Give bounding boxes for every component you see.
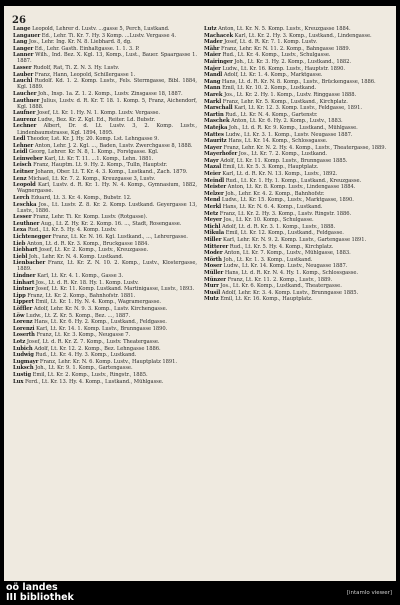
directory-entry: [13, 26, 197, 32]
entry-text: Franz, Lehr. Ti. Kr. Komp. Lustv. (Rotgasse).: [33, 214, 148, 221]
entry-text: Ferd., Lt. Kr. 13. Hy. 4. Komp., Lustkand., Mühlgasse.: [24, 378, 164, 385]
entry-text: Adolf, Lt. Kr. 12. 2. Komp., Bez. Lehngasse 1886.: [34, 345, 161, 352]
directory-entry: [13, 46, 197, 52]
entry-text: Karl, Lt. d. R. Kr. N. 13. Komp., Lustv., 1892.: [222, 171, 338, 178]
entry-text: Emil, Lt. Kr. 5. 3. Komp., Hauptplatz.: [222, 164, 319, 171]
entry-text: Ludw., Lt. Kr. 14. Komp. Lustv., Neugasse 1887.: [223, 263, 348, 270]
entry-name: Lechner: [13, 123, 37, 130]
entry-text: Franz, Lehr. Kr. N. 11. 2. Komp., Bahngasse 1889.: [221, 45, 351, 52]
directory-entry: [13, 319, 197, 325]
entry-text: Franz, Lehr. Kr. N. 6. Komp. Lustv., Hauptplatz 1891.: [39, 358, 177, 365]
entry-text: Michael, Lt. Kr. 7. 2. Komp., Kreuzgasse 3, Lustv.: [28, 175, 156, 182]
entry-text: Karl, Lt. Kr. 4. 1. Komp., Gasse 3.: [37, 273, 124, 280]
entry-text: Emil, Lt. Kr. 12. Komp., Lustkand., Feldgasse.: [225, 230, 344, 237]
entry-name: Mutz: [204, 296, 219, 303]
entry-name: Lichtenegger: [13, 234, 52, 240]
entry-text: Franz, Lt. Kr. 2. Hy. 3. Komp., Lustv. Ringstr. 1886.: [219, 210, 352, 217]
directory-entry: [13, 247, 197, 253]
entry-name: Lutz: [204, 26, 217, 32]
directory-entry: [204, 85, 388, 91]
entry-text: Wilh., Ind. Bez. X. Kgl. 13, Komp., Lust., Bauer. Spaargasse 1. 1887.: [17, 52, 197, 65]
directory-entry: [204, 138, 388, 144]
directory-entry: [13, 214, 197, 220]
directory-entry: [204, 132, 388, 138]
entry-name: Metz: [204, 210, 219, 217]
directory-entry: [13, 286, 197, 292]
entry-name: Lienbacher: [13, 260, 46, 267]
directory-entry: [204, 296, 388, 302]
entry-text: Karl, Lt. Kr. 2. Hy. 3. Komp., Lustkand., Lindengasse.: [234, 32, 372, 39]
entry-name: Mörth: [204, 256, 222, 263]
entry-name: Merkl: [204, 204, 222, 211]
directory-entry: [13, 98, 197, 110]
directory-entry: [13, 293, 197, 299]
entry-text: Joh., Insp. 1a. Z. 1. 2. Komp., Lustv. Zinsgasse 18, 1887.: [38, 90, 183, 97]
entry-text: Anton, Lt. Kr. 6. Hy. 2. Komp., Lustv., 1883.: [231, 118, 343, 125]
entry-name: Mazal: [204, 164, 222, 171]
entry-name: Marek: [204, 91, 223, 98]
entry-text: Joh., Lehr. Kr. N. 4. Komp. Lustkand.: [28, 253, 124, 260]
directory-entry: [204, 112, 388, 118]
entry-text: Franz, Lt. Kr. 11. 2. Komp., Lustv., 1889.: [227, 276, 333, 283]
entry-text: Josef, Lt. d. R. Kr. 7. 1. Komp. Lustv.: [224, 39, 317, 46]
directory-entry: [13, 149, 197, 155]
directory-entry: [13, 254, 197, 260]
entry-name: Leidl: [13, 149, 28, 156]
entry-name: Lorenzi: [13, 325, 35, 332]
directory-entry: [204, 283, 388, 289]
entry-text: Ludw., Lt. Kr. 16. Komp. Lustv., Hauptstr. 1890.: [222, 65, 346, 72]
directory-entry: [204, 230, 388, 236]
directory-entry: [13, 306, 197, 312]
entry-text: Adolf, Lt. Kr. 11. Komp. Lustv., Brunngasse 1885.: [220, 157, 348, 164]
entry-text: Rud., Lt. Kr. 1. Hy. 1. Komp., Lustkand., Kreuzgasse.: [225, 177, 362, 184]
entry-name: Lotz: [13, 339, 26, 345]
entry-text: Georg, Lehrer. Kr. N. 8, 1. Komp., Forstgasse. Kgl.: [28, 149, 159, 156]
entry-name: Liebhart: [13, 247, 38, 254]
entry-text: Rudolf, Rat, Ti. Z. N. 3. Hy. Lustv.: [33, 65, 120, 72]
directory-entry: [204, 59, 388, 65]
entry-text: Ludw., Lt. Kr. 3. 1. Komp., Lustv. Neugasse 1887.: [225, 131, 353, 138]
entry-text: Jos., Lt. Kr. 10. Komp., Schulgasse.: [223, 217, 314, 224]
directory-entry: [204, 66, 388, 72]
entry-name: Mann: [204, 85, 221, 92]
entry-text: Rudolf. Kd. 1. 2. Komp. Lustv., Fels. Stermgasse, Bibl. 1884, Kgl. 1889.: [17, 78, 197, 91]
entry-name: Leuthner: [13, 220, 40, 227]
directory-entry: [13, 52, 197, 64]
entry-name: Markl: [204, 98, 222, 105]
entry-name: Müller: [204, 269, 224, 276]
directory-entry: [204, 118, 388, 124]
right-column: [204, 26, 388, 574]
directory-entry: [13, 65, 197, 71]
entry-name: Leopold: [13, 182, 36, 189]
entry-name: Lange: [13, 26, 31, 32]
entry-text: Johann, Ober. Lt. T. Kr. 4. 3. Komp., Lustkand., Zach. 1879.: [35, 169, 188, 176]
entry-text: Albert, Dr. d. Lt. Lustv. 3, 2. Komp. Lustv., Lindenbaumstrasse, Kgl. 1894, 1895.: [17, 123, 197, 136]
document-page: [4, 6, 396, 581]
entry-name: Leitner: [13, 169, 34, 176]
entry-text: Adolf, Lehr. Kr. 3. 4. Komp. Lustv., Brunngasse 1885.: [221, 289, 359, 296]
directory-entry: [204, 46, 388, 52]
directory-entry: [13, 110, 197, 116]
entry-name: Melzer: [204, 190, 224, 197]
page-number: 26: [12, 15, 26, 26]
entry-text: Rud., Lt. Kr. 4. Hy. 3. Komp., Lustkand.: [35, 352, 137, 359]
directory-entry: [13, 365, 197, 371]
entry-name: Linhart: [13, 279, 35, 286]
entry-text: Franz, Hann, Leopold, Schillergasse 1.: [34, 71, 136, 78]
library-logo[interactable]: [6, 583, 74, 602]
viewer-label: [intamlo viewer]: [346, 590, 392, 596]
entry-name: Mattes: [204, 131, 224, 138]
directory-entry: [13, 143, 197, 149]
entry-name: Murr: [204, 283, 219, 290]
entry-name: Lesser: [13, 214, 32, 221]
entry-name: Leinweber: [13, 155, 43, 162]
directory-entry: [13, 136, 197, 142]
entry-text: Leopold, Lehrer d. Lustv. ...gasse 5, Perch, Lustkand.: [32, 26, 170, 32]
directory-entry: [13, 176, 197, 182]
entry-text: Joh., Lt. Kr. 3. Hy. 2. Komp., Lustkand., 1882.: [234, 58, 351, 65]
directory-entry: [204, 26, 388, 32]
logo-line-2: III bibliothek: [6, 591, 74, 603]
entry-name: Liebl: [13, 253, 28, 260]
entry-text: Jos., Lt. Kr. 2. Hy. 1. Komp., Lustv. Ringgasse 1888.: [224, 91, 357, 98]
entry-name: Lipp: [13, 292, 26, 299]
entry-name: Langer: [13, 45, 34, 52]
entry-text: Josef, Lt. Kr. 11. Komp. Lustkand. Martinigasse, Lustv., 1893.: [35, 286, 195, 293]
directory-entry: [204, 178, 388, 184]
entry-name: Leschka: [13, 201, 37, 208]
directory-entry: [13, 202, 197, 214]
entry-text: Karl, Lt. Kr. 12. 3. Komp. Lustv., Feldgasse, 1891.: [234, 105, 362, 112]
entry-name: Löw: [13, 312, 25, 319]
entry-name: Lustig: [13, 371, 32, 378]
entry-text: Emil, Lt. Kr. 1. Hy. N. 4. Komp., Wagramergasse.: [35, 299, 161, 306]
entry-name: Lanner: [13, 52, 34, 59]
entry-text: Ludw., Lt. Z. Kr. 5. Komp., Bez. ..., 1887.: [26, 312, 131, 319]
directory-entry: [13, 123, 197, 135]
directory-entry: [13, 280, 197, 286]
entry-name: Mauritz: [204, 138, 227, 145]
entry-text: Hans, Lt. d. R. Kr. N. 4. Hy. 1. Komp., Schlossgasse.: [224, 269, 358, 276]
entry-text: Hans, Lt. d. R. Kr. N. 8. Komp., Lustv., Brückengasse, 1886.: [221, 78, 376, 85]
entry-name: Mairinger: [204, 58, 233, 65]
directory-entry: [204, 237, 388, 243]
directory-entry: [13, 195, 197, 201]
entry-name: Ludwig: [13, 352, 34, 359]
directory-entry: [13, 162, 197, 168]
directory-entry: [204, 158, 388, 164]
entry-text: Franz, Lt. Kr. 3. Komp., Neugasse 7.: [36, 332, 131, 339]
directory-entry: [13, 91, 197, 97]
entry-text: Joh., Lt. d. R. Kr. 9. Komp., Lustkand., Mühlgasse.: [228, 124, 358, 131]
entry-name: Lang: [13, 39, 28, 46]
entry-name: Langauer: [13, 32, 41, 39]
entry-text: Josef, Lt. Kr. 1. Hy. N. 1. Komp. Lustv. Vergasse.: [37, 110, 161, 117]
directory-entry: [13, 339, 197, 345]
entry-name: Laurenz: [13, 116, 37, 123]
entry-name: Lindner: [13, 273, 36, 280]
directory-entry: [204, 151, 388, 157]
entry-name: Mader: [204, 39, 223, 46]
entry-text: Franz, Lehr. Kr. N. 2. Hy. 4. Komp., Lustv., Theatergasse, 1889.: [223, 144, 387, 151]
entry-name: Ledl: [13, 136, 26, 143]
entry-name: Leisch: [13, 162, 32, 169]
entry-text: Ed., Lehr. Ti. Kr. 7. Hy. 3 Komp. ...Lustv. Vergasse 4.: [41, 32, 176, 39]
directory-entry: [13, 221, 197, 227]
directory-entry: [13, 313, 197, 319]
entry-name: Matejka: [204, 124, 228, 131]
entry-text: Hans, Lt. Kr. 14. Komp., Schlossgasse.: [228, 138, 328, 145]
directory-entry: [13, 372, 197, 378]
entry-text: Hans, Lt. Kr. 6. Hy. 2. Komp., Lustkand., Feldgasse.: [34, 319, 167, 326]
entry-text: Joh., Lt. Kr. 1. 3. Komp., Lustkand.: [223, 256, 313, 263]
directory-entry: [204, 263, 388, 269]
entry-name: Löffler: [13, 306, 33, 313]
entry-name: Mayr: [204, 157, 219, 164]
entry-name: Martin: [204, 111, 224, 118]
entry-name: Miller: [204, 237, 222, 243]
entry-text: Karl, Lt. Kr. 14. 1. Komp. Lustv., Brunngasse 1890.: [36, 325, 168, 332]
directory-entry: [13, 182, 197, 194]
entry-name: Lux: [13, 378, 24, 385]
entry-name: Lauthner: [13, 97, 40, 104]
directory-entry: [13, 241, 197, 247]
directory-entry: [204, 270, 388, 276]
entry-text: Adolf, Lt. Kr. 1. 4. Komp., Marktgasse.: [223, 72, 323, 79]
entry-text: Jos., Lt. d. R. Kr. 18. Hy. 1. Komp. Lustv.: [35, 279, 139, 286]
entry-text: Rud., Lt. Kr. N. 4. Komp., Gartenstr.: [225, 111, 318, 118]
entry-text: Adolf, Lt. d. R. Kr. 3. 1. Komp., Lustv., 1888.: [221, 223, 336, 230]
viewer-footer: [0, 581, 400, 605]
directory-entry: [204, 79, 388, 85]
entry-text: Aug., Lt. Z. Hy. Kr. 2. Komp. 16. ..., Stadt, Rosengasse.: [40, 220, 182, 227]
entry-name: Lerch: [13, 194, 30, 201]
entry-text: Eduard, Lt. 3. Kr. 4. Komp., Bubstr. 12.: [30, 194, 132, 201]
entry-text: Franz, Lt. Kr. Z. N. 10. 2. Komp., Lustv., Klostergasse, 1889.: [17, 260, 197, 273]
entry-text: Adolf, Lehr. Kr. N. 9. 3. Komp., Lustv. Kirchengasse.: [33, 306, 168, 313]
directory-entry: [204, 197, 388, 203]
entry-text: Emil, Lt. Kr. 10. 2. Komp., Lustkand.: [222, 85, 317, 92]
entry-name: Mandl: [204, 72, 223, 79]
entry-name: Moser: [204, 263, 222, 270]
entry-text: Anton, Lt. Kr. 7. Komp., Lustv., Mühlgasse, 1883.: [224, 250, 351, 257]
entry-name: Lehner: [13, 142, 34, 149]
entry-name: Lexa: [13, 227, 27, 234]
directory-entry: [204, 164, 388, 170]
directory-entry: [13, 332, 197, 338]
directory-entry: [204, 99, 388, 105]
directory-entry: [13, 169, 197, 175]
entry-name: Lauber: [13, 71, 34, 78]
entry-text: Emil, Lt. Kr. 2. Komp., Lustv., Ringstr., 1885.: [32, 371, 148, 378]
directory-entry: [204, 290, 388, 296]
entry-text: Rud., Lt. Kr. 4. Komp., Lustv., Schulgasse.: [222, 52, 331, 59]
entry-text: Hans, Lt. Kr. N. 6. 4. Komp., Lustkand.: [222, 204, 323, 211]
entry-text: Jos., Lt. Lustv. Z. 8. Kr. 2. Komp. Lustkand. Geyergasse 13, Lustv., 1886.: [17, 201, 197, 214]
entry-name: Majer: [204, 65, 221, 72]
entry-name: Lieb: [13, 240, 26, 247]
entry-text: Anton, Lt. Kr. N. 5. Komp. Lustv., Kreuzgasse 1884.: [218, 26, 351, 32]
entry-text: Ludw., Lt. Kr. 15. Komp., Lustv., Marktgasse, 1890.: [221, 197, 354, 204]
entry-name: Maschek: [204, 118, 230, 125]
entry-name: Lintner: [13, 286, 35, 293]
directory-entry: [204, 277, 388, 283]
directory-entry: [204, 211, 388, 217]
directory-entry: [13, 379, 197, 385]
entry-name: Loserth: [13, 332, 35, 339]
entry-name: Meier: [204, 171, 221, 178]
entry-name: Lorenz: [13, 319, 33, 326]
entry-name: Lauchl: [13, 78, 33, 85]
entry-name: Mayerhofer: [204, 151, 238, 158]
directory-entry: [13, 352, 197, 358]
directory-entry: [13, 39, 197, 45]
entry-name: Mayer: [204, 144, 222, 151]
directory-entry: [204, 145, 388, 151]
directory-entry: [204, 125, 388, 131]
entry-name: Lubich: [13, 345, 33, 352]
entry-name: Meindl: [204, 177, 225, 184]
directory-entry: [13, 78, 197, 90]
directory-entry: [204, 244, 388, 250]
directory-entry: [13, 72, 197, 78]
entry-name: Meister: [204, 184, 227, 191]
entry-text: Joh., Lehr. Kr. 4. 2. Komp., Bahnhofstr.: [225, 190, 325, 197]
directory-entry: [13, 359, 197, 365]
directory-entry: [13, 234, 197, 240]
entry-name: Lenz: [13, 175, 27, 182]
directory-entry: [204, 257, 388, 263]
entry-text: Emil, Lt. Kr. 16. Komp., Hauptplatz.: [220, 296, 313, 303]
entry-text: Ed., Lehr. Gasth. Einhaltgasse. 1. 1. 3. P.: [34, 45, 140, 52]
directory-entry: [204, 105, 388, 111]
directory-entry: [204, 217, 388, 223]
directory-entry: [13, 326, 197, 332]
directory-entry: [204, 33, 388, 39]
entry-name: Moder: [204, 250, 223, 257]
entry-text: Franz, Lt. Kr. N. 16. Kgl. Lustkand., ..., Lehrergasse.: [52, 234, 188, 240]
logo-line-1: oö landes: [6, 582, 58, 593]
directory-entry: [204, 39, 388, 45]
entry-name: Münzer: [204, 276, 226, 283]
directory-entry: [13, 299, 197, 305]
entry-name: Lippert: [13, 299, 34, 306]
entry-text: Franz, Lehr. Kr. 5. Komp., Lustkand., Kirchplatz.: [222, 98, 348, 105]
directory-entry: [13, 156, 197, 162]
entry-name: Luksch: [13, 365, 34, 372]
entry-text: Franz, Hauptm. Lt. 9. Hy. 2. Komp., Tulln, Hauptstr.: [33, 162, 168, 169]
directory-entry: [204, 52, 388, 58]
directory-entry: [13, 273, 197, 279]
entry-text: Josef, Lt. Kr. 2. Komp., Lustv., Kreuzgasse.: [39, 247, 149, 254]
directory-entry: [204, 171, 388, 177]
entry-text: Josef, Lt. d. R. Kr. Z. 7. Komp., Lustv. Theatergasse.: [26, 339, 160, 345]
entry-text: Karl, Lehr. Kr. N. 9. 2. Komp. Lustv., Gartengasse 1891.: [223, 237, 367, 243]
directory-entry: [13, 33, 197, 39]
directory-entry: [204, 72, 388, 78]
entry-text: Karl, Lustv. d. R. Kr. 1. Hy. N. 4. Komp., Gymnasium, 1882, Wagnergasse.: [17, 182, 197, 195]
entry-text: Anton, Lt. d. R. Kr. 3. Komp., Bruckgasse 1884.: [26, 240, 149, 247]
entry-name: Mitterer: [204, 243, 229, 250]
entry-name: Mikula: [204, 230, 225, 237]
entry-name: Lasser: [13, 65, 32, 72]
entry-name: Mähr: [204, 45, 220, 52]
entry-name: Mang: [204, 78, 221, 85]
entry-text: Anton, Lehr. J. 2. Kgl. ..., Baden, Lustv. Zwerchgasse 8, 1888.: [34, 142, 193, 149]
directory-entry: [204, 204, 388, 210]
entry-name: Laufner: [13, 110, 36, 117]
entry-name: Meyer: [204, 217, 222, 224]
entry-name: Maier: [204, 52, 221, 59]
entry-name: Laucher: [13, 90, 37, 97]
entry-name: Marschall: [204, 105, 233, 112]
entry-text: Jos., Lehr. Ing. Kr. N. 8. Liebhard. 8, dg.: [28, 39, 132, 46]
directory-entry: [13, 346, 197, 352]
entry-text: Theodor, Lst. Kr. J. Hy. 20. Komp. Lst. Lehngasse 9.: [26, 136, 160, 143]
entry-text: Franz, Lt. Kr. 2. Komp., Bahnhofstr. 1881.: [27, 292, 136, 299]
entry-name: Mend: [204, 197, 221, 204]
directory-entry: [204, 250, 388, 256]
entry-text: Jos., Lt. Kr. 7. 2. Komp., Lustkand.: [238, 151, 328, 158]
entry-text: Rud., Lt. Kr. 5. Hy. 4. Komp. Lustv.: [27, 227, 117, 234]
directory-entry: [13, 260, 197, 272]
left-column: [13, 26, 197, 574]
entry-text: Ludw., Bez. Kr. Z. Kgl. Ed., Reiter. Ld. Bubstr.: [37, 116, 156, 123]
directory-entry: [13, 117, 197, 123]
entry-text: Karl, Lt. Kr. T. 11. ...1. Komp., Lehn. 1881.: [44, 155, 154, 162]
entry-text: Joh., Lt. Kr. 9. 1. Komp., Gartengasse.: [35, 365, 133, 372]
entry-name: Lugmayr: [13, 358, 39, 365]
directory-entry: [13, 227, 197, 233]
directory-entry: [204, 224, 388, 230]
directory-entry: [204, 184, 388, 190]
entry-name: Michl: [204, 223, 221, 230]
directory-entry: [204, 92, 388, 98]
entry-name: Musil: [204, 289, 221, 296]
entry-text: Julius, Lustv. d. R. Kr. T. 18. 1. Komp. 5, Franz, Aichendorf, Kgl. 1888.: [17, 97, 197, 110]
entry-name: Machacek: [204, 32, 234, 39]
entry-text: Jos., Lt. Kr. 6. Komp., Lustkand., Theatergasse.: [220, 283, 342, 290]
entry-text: Anton, Lt. Kr. 8. Komp. Lustv., Lindengasse 1884.: [227, 184, 356, 191]
entry-text: Rud., Lt. Kr. 5. Hy. 4. Komp., Kirchplatz.: [229, 243, 334, 250]
directory-entry: [204, 191, 388, 197]
